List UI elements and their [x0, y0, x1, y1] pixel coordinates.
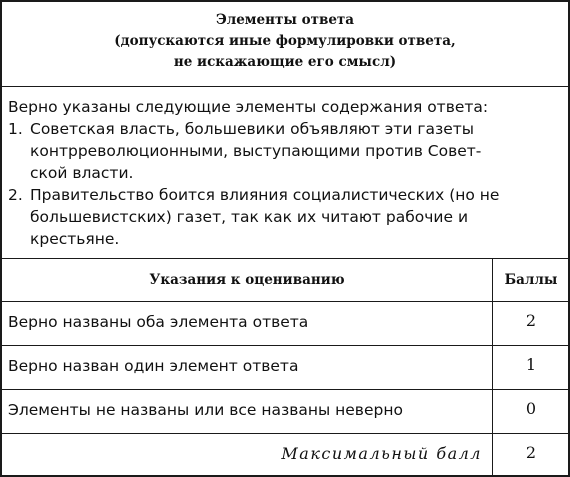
item-text: [30, 118, 564, 184]
header-note-line-1: (допускаются иные формулировки ответа,: [114, 33, 456, 49]
item-text: [30, 184, 564, 250]
item-line: ской власти.: [30, 164, 134, 182]
divider: [2, 345, 568, 346]
answer-elements-header: [2, 10, 568, 73]
divider: [2, 301, 568, 302]
item-line: крестьяне.: [30, 230, 120, 248]
answer-item-1: [8, 118, 564, 184]
divider: [2, 86, 568, 87]
answer-content: [8, 96, 564, 250]
divider: [2, 258, 568, 259]
divider: [2, 389, 568, 390]
points-value: 0: [525, 399, 537, 418]
points-value: 1: [525, 355, 537, 374]
points-column-header: Баллы: [504, 272, 558, 288]
header-note-line-2: не искажающие его смысл): [173, 54, 397, 70]
divider: [2, 433, 568, 434]
item-line: Правительство боится влияния социалистических (но не: [30, 186, 500, 204]
item-number: 2.: [8, 186, 23, 204]
item-line: контрреволюционными, выступающими против Совет-: [30, 142, 482, 160]
item-line: большевистских) газет, так как их читают рабочие и: [30, 208, 469, 226]
column-divider: [492, 258, 493, 477]
header-title: Элементы ответа: [215, 12, 355, 28]
answer-intro: Верно указаны следующие элементы содержания ответа:: [8, 98, 489, 116]
criterion-text: Элементы не названы или все названы неверно: [8, 401, 403, 419]
criteria-column-header: Указания к оцениванию: [149, 272, 345, 288]
answer-item-2: [8, 184, 564, 250]
criterion-text: Верно названы оба элемента ответа: [8, 313, 309, 331]
criterion-text: Верно назван один элемент ответа: [8, 357, 299, 375]
points-value: 2: [525, 311, 537, 330]
max-score-label: Максимальный балл: [281, 444, 482, 463]
item-line: Советская власть, большевики объявляют эти газеты: [30, 120, 475, 138]
max-score-value: 2: [525, 443, 537, 462]
item-number: 1.: [8, 120, 23, 138]
